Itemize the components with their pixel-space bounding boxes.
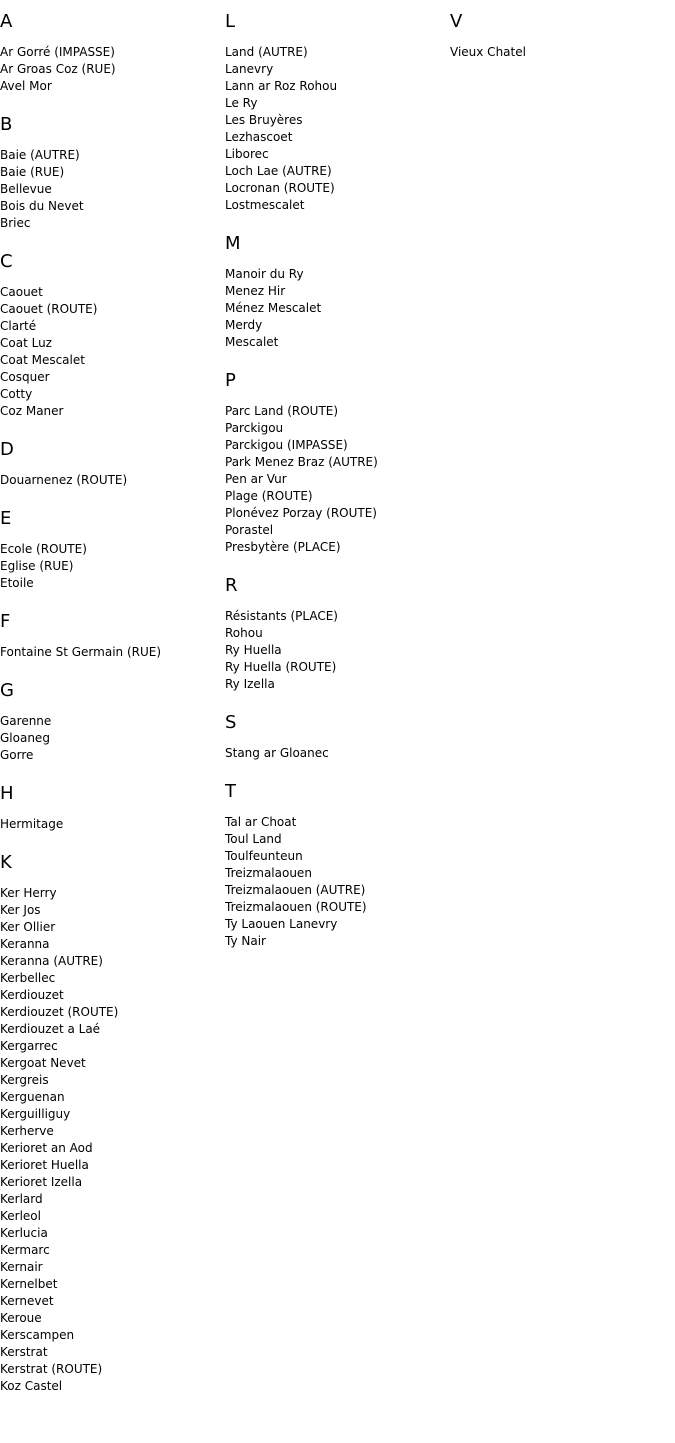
street-link[interactable]: Gorre bbox=[0, 748, 34, 762]
letter-heading: E bbox=[0, 508, 12, 529]
street-link[interactable]: Parckigou (IMPASSE) bbox=[225, 438, 348, 452]
street-link[interactable]: Kergreis bbox=[0, 1073, 49, 1087]
street-link[interactable]: Plage (ROUTE) bbox=[225, 489, 313, 503]
street-link[interactable]: Coat Mescalet bbox=[0, 353, 85, 367]
street-link[interactable]: Stang ar Gloanec bbox=[225, 746, 329, 760]
street-link[interactable]: Merdy bbox=[225, 318, 263, 332]
letter-heading: B bbox=[0, 114, 13, 135]
street-link[interactable]: Toulfeunteun bbox=[225, 849, 303, 863]
street-link[interactable]: Kernevet bbox=[0, 1294, 54, 1308]
letter-group-g bbox=[0, 679, 220, 764]
street-link[interactable]: Kerguenan bbox=[0, 1090, 65, 1104]
street-link[interactable]: Clarté bbox=[0, 319, 37, 333]
street-link[interactable]: Ry Izella bbox=[225, 677, 275, 691]
street-link[interactable]: Briec bbox=[0, 216, 31, 230]
street-link[interactable]: Ar Groas Coz (RUE) bbox=[0, 62, 116, 76]
street-link[interactable]: Coz Maner bbox=[0, 404, 64, 418]
letter-heading: K bbox=[0, 852, 12, 873]
street-link[interactable]: Ker Ollier bbox=[0, 920, 56, 934]
street-link[interactable]: Kerstrat bbox=[0, 1345, 48, 1359]
letter-group-s bbox=[225, 711, 445, 762]
street-link[interactable]: Ry Huella bbox=[225, 643, 282, 657]
street-link[interactable]: Kerbellec bbox=[0, 971, 56, 985]
street-link[interactable]: Lostmescalet bbox=[225, 198, 305, 212]
letter-heading: M bbox=[225, 233, 241, 254]
street-link[interactable]: Kerlard bbox=[0, 1192, 43, 1206]
street-link[interactable]: Presbytère (PLACE) bbox=[225, 540, 341, 554]
street-link[interactable]: Kerherve bbox=[0, 1124, 54, 1138]
street-link[interactable]: Kermarc bbox=[0, 1243, 50, 1257]
street-link[interactable]: Cosquer bbox=[0, 370, 50, 384]
street-link[interactable]: Coat Luz bbox=[0, 336, 52, 350]
letter-group-a bbox=[0, 10, 220, 95]
street-link[interactable]: Kerguilliguy bbox=[0, 1107, 71, 1121]
letter-group-t bbox=[225, 780, 445, 950]
street-link[interactable]: Etoile bbox=[0, 576, 34, 590]
street-link[interactable]: Treizmalaouen (AUTRE) bbox=[225, 883, 366, 897]
letter-heading: T bbox=[225, 781, 236, 802]
street-link[interactable]: Parc Land (ROUTE) bbox=[225, 404, 339, 418]
street-link[interactable]: Ty Nair bbox=[225, 934, 266, 948]
letter-heading: R bbox=[225, 575, 238, 596]
street-link[interactable]: Keranna (AUTRE) bbox=[0, 954, 103, 968]
street-link[interactable]: Ménez Mescalet bbox=[225, 301, 322, 315]
street-link[interactable]: Les Bruyères bbox=[225, 113, 303, 127]
street-link[interactable]: Baie (RUE) bbox=[0, 165, 65, 179]
street-link[interactable]: Land (AUTRE) bbox=[225, 45, 308, 59]
street-column-1 bbox=[0, 10, 220, 1395]
letter-group-k bbox=[0, 851, 220, 1395]
street-link[interactable]: Vieux Chatel bbox=[450, 45, 526, 59]
letter-heading: C bbox=[0, 251, 13, 272]
street-link[interactable]: Le Ry bbox=[225, 96, 258, 110]
letter-group-f bbox=[0, 610, 220, 661]
street-link[interactable]: Loch Lae (AUTRE) bbox=[225, 164, 332, 178]
street-link[interactable]: Baie (AUTRE) bbox=[0, 148, 80, 162]
street-link[interactable]: Ker Herry bbox=[0, 886, 57, 900]
street-link[interactable]: Kergarrec bbox=[0, 1039, 58, 1053]
street-link[interactable]: Kernelbet bbox=[0, 1277, 58, 1291]
street-link[interactable]: Kerioret Huella bbox=[0, 1158, 89, 1172]
letter-group-h bbox=[0, 782, 220, 833]
street-link[interactable]: Rohou bbox=[225, 626, 263, 640]
letter-heading: V bbox=[450, 11, 463, 32]
street-link[interactable]: Avel Mor bbox=[0, 79, 52, 93]
street-link[interactable]: Kerdiouzet bbox=[0, 988, 64, 1002]
letter-group-d bbox=[0, 438, 220, 489]
letter-group-v bbox=[450, 10, 670, 61]
street-link[interactable]: Bellevue bbox=[0, 182, 52, 196]
street-link[interactable]: Ar Gorré (IMPASSE) bbox=[0, 45, 115, 59]
street-link[interactable]: Treizmalaouen (ROUTE) bbox=[225, 900, 367, 914]
street-link[interactable]: Lezhascoet bbox=[225, 130, 293, 144]
street-link[interactable]: Ry Huella (ROUTE) bbox=[225, 660, 337, 674]
street-link[interactable]: Mescalet bbox=[225, 335, 279, 349]
letter-group-l bbox=[225, 10, 445, 214]
street-link[interactable]: Plonévez Porzay (ROUTE) bbox=[225, 506, 377, 520]
street-link[interactable]: Ecole (ROUTE) bbox=[0, 542, 87, 556]
street-link[interactable]: Kerdiouzet (ROUTE) bbox=[0, 1005, 119, 1019]
street-link[interactable]: Kerscampen bbox=[0, 1328, 75, 1342]
street-link[interactable]: Liborec bbox=[225, 147, 269, 161]
street-link[interactable]: Caouet bbox=[0, 285, 43, 299]
street-link[interactable]: Ker Jos bbox=[0, 903, 41, 917]
street-link[interactable]: Gloaneg bbox=[0, 731, 50, 745]
street-link[interactable]: Kerleol bbox=[0, 1209, 41, 1223]
street-link[interactable]: Kerlucia bbox=[0, 1226, 48, 1240]
street-column-3 bbox=[450, 10, 670, 61]
letter-heading: F bbox=[0, 611, 11, 632]
street-link[interactable]: Pen ar Vur bbox=[225, 472, 287, 486]
street-link[interactable]: Garenne bbox=[0, 714, 52, 728]
street-link[interactable]: Caouet (ROUTE) bbox=[0, 302, 98, 316]
street-link[interactable]: Manoir du Ry bbox=[225, 267, 304, 281]
street-link[interactable]: Park Menez Braz (AUTRE) bbox=[225, 455, 378, 469]
letter-group-p bbox=[225, 369, 445, 556]
letter-heading: S bbox=[225, 712, 237, 733]
street-link[interactable]: Kerdiouzet a Laé bbox=[0, 1022, 101, 1036]
street-link[interactable]: Kerioret Izella bbox=[0, 1175, 83, 1189]
street-link[interactable]: Résistants (PLACE) bbox=[225, 609, 338, 623]
street-link[interactable]: Keroue bbox=[0, 1311, 42, 1325]
letter-group-b bbox=[0, 113, 220, 232]
letter-heading: H bbox=[0, 783, 14, 804]
street-link[interactable]: Menez Hir bbox=[225, 284, 286, 298]
letter-group-c bbox=[0, 250, 220, 420]
street-link[interactable]: Cotty bbox=[0, 387, 33, 401]
street-link[interactable]: Tal ar Choat bbox=[225, 815, 297, 829]
street-link[interactable]: Locronan (ROUTE) bbox=[225, 181, 335, 195]
street-link[interactable]: Lann ar Roz Rohou bbox=[225, 79, 338, 93]
street-column-2 bbox=[225, 10, 445, 950]
street-link[interactable]: Treizmalaouen bbox=[225, 866, 312, 880]
street-link[interactable]: Porastel bbox=[225, 523, 274, 537]
street-link[interactable]: Keranna bbox=[0, 937, 50, 951]
letter-heading: D bbox=[0, 439, 14, 460]
letter-group-m bbox=[225, 232, 445, 351]
street-link[interactable]: Lanevry bbox=[225, 62, 274, 76]
letter-group-e bbox=[0, 507, 220, 592]
street-link[interactable]: Koz Castel bbox=[0, 1379, 63, 1393]
street-link[interactable]: Kerioret an Aod bbox=[0, 1141, 93, 1155]
letter-heading: G bbox=[0, 680, 14, 701]
street-link[interactable]: Eglise (RUE) bbox=[0, 559, 74, 573]
letter-heading: L bbox=[225, 11, 236, 32]
street-link[interactable]: Douarnenez (ROUTE) bbox=[0, 473, 128, 487]
street-link[interactable]: Kerstrat (ROUTE) bbox=[0, 1362, 103, 1376]
letter-heading: A bbox=[0, 11, 13, 32]
street-link[interactable]: Parckigou bbox=[225, 421, 284, 435]
street-link[interactable]: Hermitage bbox=[0, 817, 64, 831]
street-link[interactable]: Kernair bbox=[0, 1260, 43, 1274]
street-link[interactable]: Fontaine St Germain (RUE) bbox=[0, 645, 162, 659]
street-link[interactable]: Bois du Nevet bbox=[0, 199, 84, 213]
letter-group-r bbox=[225, 574, 445, 693]
street-link[interactable]: Kergoat Nevet bbox=[0, 1056, 86, 1070]
street-link[interactable]: Ty Laouen Lanevry bbox=[225, 917, 338, 931]
street-link[interactable]: Toul Land bbox=[225, 832, 282, 846]
letter-heading: P bbox=[225, 370, 236, 391]
